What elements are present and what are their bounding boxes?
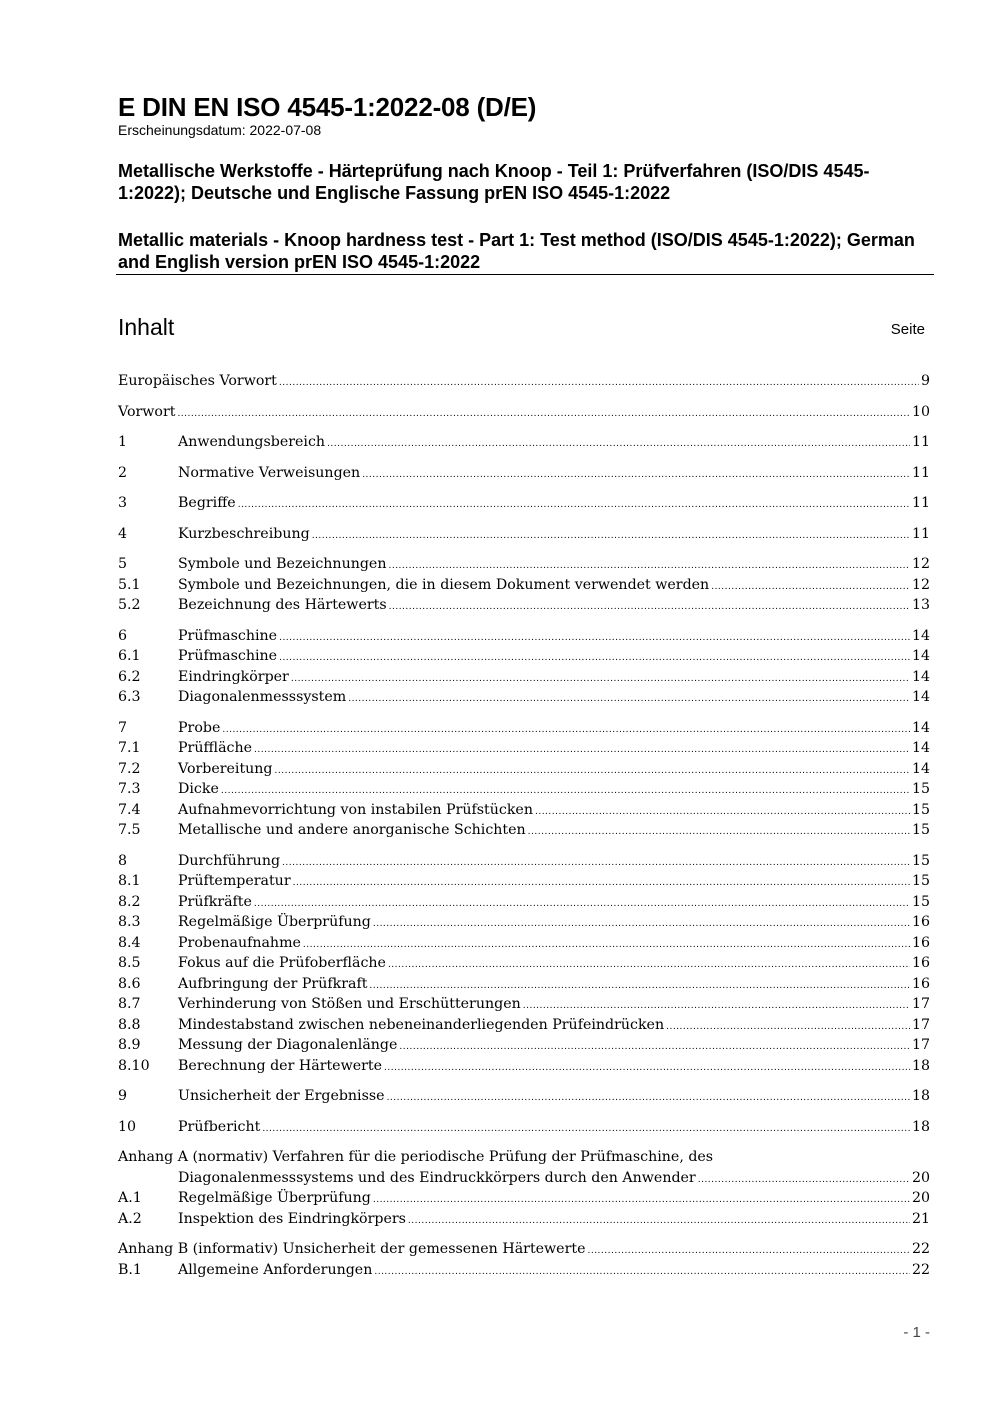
toc-entry-page: 14 bbox=[911, 668, 930, 685]
toc-entry-page: 16 bbox=[911, 914, 930, 930]
toc-entry-number: 8.10 bbox=[118, 1057, 150, 1074]
toc-entry-title: Messung der Diagonalenlänge bbox=[178, 1037, 398, 1053]
toc-leader bbox=[389, 595, 910, 618]
toc-entry[interactable] bbox=[118, 371, 930, 392]
toc-entry-number: 3 bbox=[118, 495, 128, 511]
toc-entry-page: 14 bbox=[911, 740, 930, 756]
toc-leader bbox=[523, 994, 910, 1017]
toc-entry[interactable] bbox=[118, 718, 930, 739]
toc-entry-number: 4 bbox=[118, 525, 128, 542]
toc-entry-number: A.1 bbox=[118, 1190, 142, 1206]
toc-leader bbox=[387, 1086, 910, 1109]
toc-entry[interactable] bbox=[118, 953, 930, 974]
toc-entry-title: Begriffe bbox=[178, 495, 236, 511]
toc-leader bbox=[587, 1239, 909, 1262]
toc-leader bbox=[279, 646, 910, 669]
toc-entry-title: Aufbringung der Prüfkraft bbox=[178, 975, 368, 992]
toc-annex-b-heading[interactable] bbox=[118, 1239, 930, 1260]
toc-entry-number: 7.1 bbox=[118, 740, 141, 756]
toc-entry-page: 22 bbox=[911, 1261, 930, 1278]
toc-entry-title: Metallische und andere anorganische Schichten bbox=[178, 822, 526, 838]
toc-entry-number: 1 bbox=[118, 434, 128, 450]
toc-entry[interactable] bbox=[118, 1209, 930, 1230]
toc-entry-page: 14 bbox=[911, 760, 930, 777]
title-german: Metallische Werkstoffe - Härteprüfung nach Knoop - Teil 1: Prüfverfahren (ISO/DIS 4545-1:2022); Deutsche und Englische Fassung prEN ISO 4545-1:2022 bbox=[118, 161, 870, 203]
toc-entry-title: Eindringkörper bbox=[178, 668, 289, 685]
toc-leader bbox=[388, 953, 910, 976]
toc-entry[interactable] bbox=[118, 463, 930, 484]
toc-entry-page: 11 bbox=[911, 464, 930, 481]
toc-entry-page: 17 bbox=[911, 1037, 930, 1053]
toc-entry[interactable] bbox=[118, 974, 930, 995]
toc-entry-number: 5.2 bbox=[118, 597, 141, 613]
toc-leader bbox=[327, 432, 910, 455]
toc-leader bbox=[279, 371, 919, 394]
toc-entry-page: 15 bbox=[911, 873, 930, 889]
toc-leader bbox=[698, 1168, 910, 1191]
toc-entry-page: 18 bbox=[911, 1088, 930, 1104]
toc-entry-page: 16 bbox=[911, 955, 930, 971]
toc-entry-page: 22 bbox=[911, 1241, 930, 1257]
toc-entry-title: Vorwort bbox=[118, 403, 176, 420]
toc-entry[interactable] bbox=[118, 493, 930, 514]
toc-entry-number: 8.5 bbox=[118, 955, 141, 971]
toc-entry-number: 10 bbox=[118, 1118, 137, 1135]
toc-leader bbox=[666, 1015, 910, 1038]
toc-entry-title: Anwendungsbereich bbox=[178, 434, 326, 450]
toc-entry[interactable] bbox=[118, 626, 930, 647]
toc-entry-number: 8.1 bbox=[118, 873, 141, 889]
toc-entry-title: Probenaufnahme bbox=[178, 934, 301, 951]
toc-entry-page: 21 bbox=[911, 1210, 930, 1227]
toc-entry-number: B.1 bbox=[118, 1261, 142, 1278]
toc-entry-title: Normative Verweisungen bbox=[178, 464, 361, 481]
toc-leader bbox=[369, 974, 910, 997]
toc-entry[interactable] bbox=[118, 759, 930, 780]
toc-leader bbox=[388, 554, 909, 577]
toc-entry-title: Prüfbericht bbox=[178, 1118, 261, 1135]
toc-entry-number: 6.2 bbox=[118, 668, 141, 685]
toc-entry-number: 5 bbox=[118, 556, 128, 572]
toc-annex-a-continuation[interactable] bbox=[118, 1168, 930, 1189]
toc-entry-page: 16 bbox=[911, 934, 930, 951]
toc-entry-title: Prüffläche bbox=[178, 740, 253, 756]
toc-entry-page: 14 bbox=[911, 648, 930, 664]
toc-leader bbox=[262, 1117, 910, 1140]
toc-leader bbox=[293, 871, 910, 894]
toc-leader bbox=[303, 933, 910, 956]
toc-entry-page: 15 bbox=[911, 852, 930, 869]
toc-entry-title: Dicke bbox=[178, 781, 219, 797]
toc-entry-number: 2 bbox=[118, 464, 128, 481]
toc-entry-page: 12 bbox=[911, 556, 930, 572]
toc-entry-title: Diagonalenmesssystem bbox=[178, 689, 347, 705]
toc-entry-page: 15 bbox=[911, 893, 930, 910]
toc-entry[interactable] bbox=[118, 402, 930, 423]
toc-entry-number: 7.5 bbox=[118, 822, 141, 838]
toc-entry-number: 7.2 bbox=[118, 760, 141, 777]
toc-entry[interactable] bbox=[118, 1056, 930, 1077]
toc-entry-title: Probe bbox=[178, 719, 221, 736]
toc-entry-page: 17 bbox=[911, 996, 930, 1012]
toc-leader bbox=[535, 800, 910, 823]
header-divider bbox=[116, 274, 934, 275]
toc-entry-page: 16 bbox=[911, 975, 930, 992]
toc-entry-page: 10 bbox=[911, 403, 930, 420]
toc-entry-title: Fokus auf die Prüfoberfläche bbox=[178, 955, 386, 971]
toc-entry-title: Inspektion des Eindringkörpers bbox=[178, 1210, 406, 1227]
toc-entry[interactable] bbox=[118, 687, 930, 708]
toc-heading: Inhalt bbox=[118, 314, 175, 340]
toc-entry-number: 7 bbox=[118, 719, 128, 736]
toc-entry-title: Regelmäßige Überprüfung bbox=[178, 1190, 371, 1206]
toc-leader bbox=[282, 851, 910, 874]
toc-entry-page: 20 bbox=[911, 1169, 930, 1186]
toc-entry-page: 18 bbox=[911, 1118, 930, 1135]
toc-entry-title: Prüfmaschine bbox=[178, 648, 278, 664]
toc-entry-title: Mindestabstand zwischen nebeneinanderliegenden Prüfeindrücken bbox=[178, 1016, 665, 1033]
toc-entry[interactable] bbox=[118, 820, 930, 841]
toc-entry-number: 7.3 bbox=[118, 781, 141, 797]
toc-leader bbox=[221, 779, 910, 802]
toc-entry-title: Vorbereitung bbox=[178, 760, 273, 777]
document-number-title: E DIN EN ISO 4545-1:2022-08 (D/E) bbox=[118, 92, 537, 122]
toc-leader bbox=[222, 718, 910, 741]
toc-entry-number: 9 bbox=[118, 1088, 128, 1104]
title-english: Metallic materials - Knoop hardness test - Part 1: Test method (ISO/DIS 4545-1:2022); German and English version prEN ISO 4545-1:2022 bbox=[118, 230, 915, 272]
toc-leader bbox=[399, 1035, 910, 1058]
toc-entry-number: 6 bbox=[118, 627, 128, 644]
toc-annex-a-line1: Anhang A (normativ) Verfahren für die periodische Prüfung der Prüfmaschine, des bbox=[118, 1149, 714, 1165]
toc-entry-title: Europäisches Vorwort bbox=[118, 373, 277, 389]
toc-entry[interactable] bbox=[118, 994, 930, 1015]
toc-entry[interactable] bbox=[118, 912, 930, 933]
toc-entry[interactable] bbox=[118, 1035, 930, 1056]
toc-entry-page: 9 bbox=[920, 373, 930, 389]
toc-entry[interactable] bbox=[118, 646, 930, 667]
toc-leader bbox=[291, 667, 910, 690]
toc-entry-page: 18 bbox=[911, 1057, 930, 1074]
toc-entry-number: 8.9 bbox=[118, 1037, 141, 1053]
toc-entry-number: 8.4 bbox=[118, 934, 141, 951]
toc-entry[interactable] bbox=[118, 892, 930, 913]
toc-leader bbox=[711, 575, 910, 598]
toc-leader bbox=[373, 912, 910, 935]
toc-entry-title: Berechnung der Härtewerte bbox=[178, 1057, 382, 1074]
toc-entry[interactable] bbox=[118, 554, 930, 575]
toc-entry-page: 14 bbox=[911, 719, 930, 736]
toc-entry-page: 20 bbox=[911, 1190, 930, 1206]
table-of-contents bbox=[118, 371, 930, 1280]
toc-leader bbox=[254, 738, 910, 761]
toc-entry[interactable] bbox=[118, 1117, 930, 1138]
toc-annex-b-title: Anhang B (informativ) Unsicherheit der gemessenen Härtewerte bbox=[118, 1241, 586, 1257]
toc-leader bbox=[312, 524, 910, 547]
toc-leader bbox=[348, 687, 910, 710]
toc-leader bbox=[177, 402, 910, 425]
toc-entry[interactable] bbox=[118, 871, 930, 892]
toc-entry[interactable] bbox=[118, 1086, 930, 1107]
toc-entry[interactable] bbox=[118, 575, 930, 596]
toc-entry-number: 8.6 bbox=[118, 975, 141, 992]
toc-entry-page: 14 bbox=[911, 689, 930, 705]
page-number: - 1 - bbox=[903, 1324, 930, 1341]
toc-entry-title: Prüftemperatur bbox=[178, 873, 291, 889]
toc-entry-page: 12 bbox=[911, 576, 930, 593]
toc-entry-title: Verhinderung von Stößen und Erschütterungen bbox=[178, 996, 521, 1012]
toc-entry-title: Symbole und Bezeichnungen, die in diesem Dokument verwendet werden bbox=[178, 576, 710, 593]
toc-leader bbox=[279, 626, 910, 649]
toc-entry-title: Kurzbeschreibung bbox=[178, 525, 310, 542]
toc-leader bbox=[408, 1209, 910, 1232]
toc-entry-title: Prüfkräfte bbox=[178, 893, 252, 910]
toc-entry-page: 11 bbox=[911, 495, 930, 511]
toc-entry[interactable] bbox=[118, 933, 930, 954]
toc-leader bbox=[374, 1260, 910, 1283]
toc-leader bbox=[238, 493, 910, 516]
toc-entry[interactable] bbox=[118, 432, 930, 453]
toc-entry[interactable] bbox=[118, 851, 930, 872]
toc-entry-page: 14 bbox=[911, 627, 930, 644]
toc-entry-page: 17 bbox=[911, 1016, 930, 1033]
toc-entry[interactable] bbox=[118, 1015, 930, 1036]
toc-leader bbox=[528, 820, 910, 843]
toc-entry-number: 6.3 bbox=[118, 689, 141, 705]
toc-entry-title: Unsicherheit der Ergebnisse bbox=[178, 1088, 385, 1104]
toc-entry[interactable] bbox=[118, 1260, 930, 1281]
toc-annex-a-line2: Diagonalenmesssystems und des Eindruckkörpers durch den Anwender bbox=[178, 1169, 696, 1186]
toc-leader bbox=[275, 759, 910, 782]
toc-entry-title: Prüfmaschine bbox=[178, 627, 278, 644]
toc-entry-number: 7.4 bbox=[118, 801, 141, 818]
toc-page-label: Seite bbox=[890, 321, 925, 338]
toc-entry-title: Allgemeine Anforderungen bbox=[178, 1261, 373, 1278]
toc-entry-page: 13 bbox=[911, 597, 930, 613]
toc-leader bbox=[362, 463, 910, 486]
toc-entry-title: Aufnahmevorrichtung von instabilen Prüfstücken bbox=[178, 801, 533, 818]
toc-entry[interactable] bbox=[118, 779, 930, 800]
toc-leader bbox=[384, 1056, 910, 1079]
toc-entry[interactable] bbox=[118, 800, 930, 821]
toc-entry-page: 15 bbox=[911, 801, 930, 818]
toc-entry-title: Bezeichnung des Härtewerts bbox=[178, 597, 387, 613]
toc-entry[interactable] bbox=[118, 1188, 930, 1209]
toc-entry-number: 8.8 bbox=[118, 1016, 141, 1033]
toc-entry-page: 11 bbox=[911, 434, 930, 450]
toc-entry-number: 5.1 bbox=[118, 576, 141, 593]
toc-entry-title: Durchführung bbox=[178, 852, 281, 869]
publication-date: Erscheinungsdatum: 2022-07-08 bbox=[118, 122, 322, 138]
toc-entry[interactable] bbox=[118, 524, 930, 545]
toc-entry-number: 8.2 bbox=[118, 893, 141, 910]
toc-entry[interactable] bbox=[118, 738, 930, 759]
toc-leader bbox=[254, 892, 910, 915]
toc-entry-number: 6.1 bbox=[118, 648, 141, 664]
toc-entry[interactable] bbox=[118, 667, 930, 688]
toc-entry-page: 11 bbox=[911, 525, 930, 542]
toc-leader bbox=[373, 1188, 910, 1211]
toc-entry-page: 15 bbox=[911, 822, 930, 838]
toc-entry[interactable] bbox=[118, 595, 930, 616]
toc-entry-page: 15 bbox=[911, 781, 930, 797]
toc-entry-number: 8.3 bbox=[118, 914, 141, 930]
toc-annex-a-heading[interactable] bbox=[118, 1147, 930, 1168]
toc-entry-title: Regelmäßige Überprüfung bbox=[178, 914, 371, 930]
toc-entry-number: A.2 bbox=[118, 1210, 142, 1227]
toc-entry-number: 8.7 bbox=[118, 996, 141, 1012]
toc-entry-number: 8 bbox=[118, 852, 128, 869]
toc-entry-title: Symbole und Bezeichnungen bbox=[178, 556, 387, 572]
